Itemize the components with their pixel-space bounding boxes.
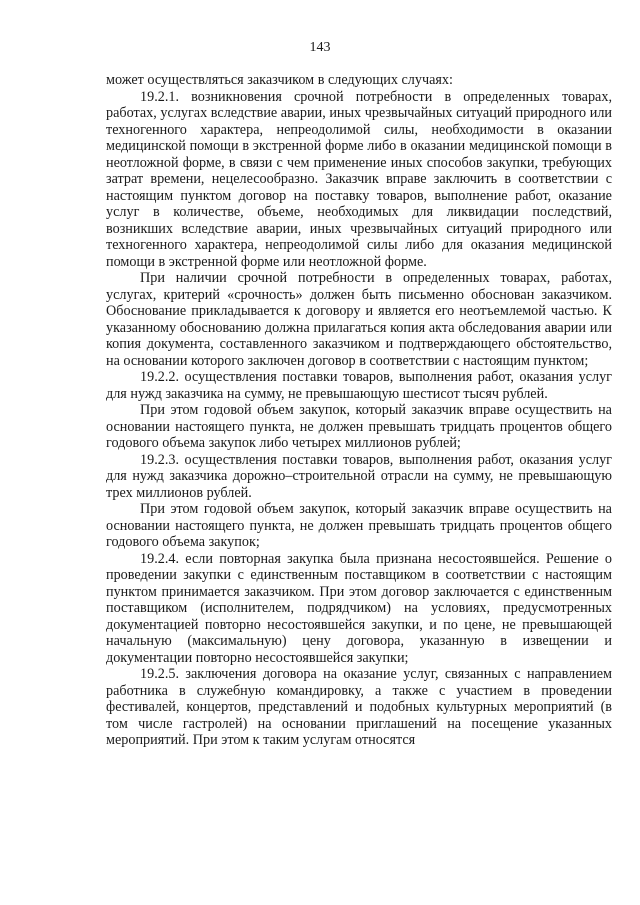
paragraph-7: При этом годовой объем закупок, который заказчик вправе осуществить на основании настоящего пункта, не должен превышать тридцать процентов общего годового объема закупок; <box>106 501 612 550</box>
paragraph-5: При этом годовой объем закупок, который заказчик вправе осуществить на основании настоящего пункта, не должен превышать тридцать процентов общего годового объема закупок либо четырех миллионов рублей; <box>106 402 612 451</box>
page-number: 143 <box>309 40 331 55</box>
paragraph-3: При наличии срочной потребности в определенных товарах, работах, услугах, критерий «срочность» должен быть письменно обоснован заказчиком. Обоснование прикладывается к договору и является его неотъемлемой частью. К указанному обоснованию должна прилагаться копия акта обследования аварии или копия документа, составленного заказчиком и подтверждающего обстоятельство, на основании которого заключен договор в соответствии с настоящим пунктом; <box>106 270 612 369</box>
paragraph-4: 19.2.2. осуществления поставки товаров, выполнения работ, оказания услуг для нужд заказчика на сумму, не превышающую шестисот тысяч рублей. <box>106 369 612 402</box>
paragraph-1: может осуществляться заказчиком в следующих случаях: <box>106 72 453 88</box>
paragraph-6: 19.2.3. осуществления поставки товаров, выполнения работ, оказания услуг для нужд заказчика дорожно–строительной отрасли на сумму, не превышающую трех миллионов рублей. <box>106 451 612 501</box>
paragraph-9: 19.2.5. заключения договора на оказание услуг, связанных с направлением работника в служебную командировку, а также с участием в проведении фестивалей, концертов, представлений и подобных культурных мероприятий (в том числе гастролей) на основании приглашений на посещение указанных мероприятий. При этом к таким услугам относятся <box>106 666 612 748</box>
document-body <box>106 72 612 749</box>
paragraph-2: 19.2.1. возникновения срочной потребности в определенных товарах, работах, услугах вследствие аварии, иных чрезвычайных ситуаций природного или техногенного характера, непреодолимой силы, необходимости в оказании медицинской помощи в экстренной форме либо в оказании медицинской помощи в неотложной форме, в связи с чем применение иных способов закупки, требующих затрат времени, нецелесообразно. Заказчик вправе заключить в соответствии с настоящим пунктом договор на поставку товаров, выполнение работ, оказание услуг в количестве, объеме, необходимых для ликвидации последствий, возникших вследствие аварии, иных чрезвычайных ситуаций природного или техногенного характера, непреодолимой силы либо для оказания медицинской помощи в экстренной форме или неотложной форме. <box>106 88 612 270</box>
paragraph-8: 19.2.4. если повторная закупка была признана несостоявшейся. Решение о проведении закупки с единственным поставщиком в соответствии с настоящим пунктом принимается заказчиком. При этом договор заключается с единственным поставщиком (исполнителем, подрядчиком) на условиях, предусмотренных документацией повторно несостоявшейся закупки, и по цене, не превышающей начальную (максимальную) цену договора, указанную в извещении и документации повторно несостоявшейся закупки; <box>106 550 612 666</box>
